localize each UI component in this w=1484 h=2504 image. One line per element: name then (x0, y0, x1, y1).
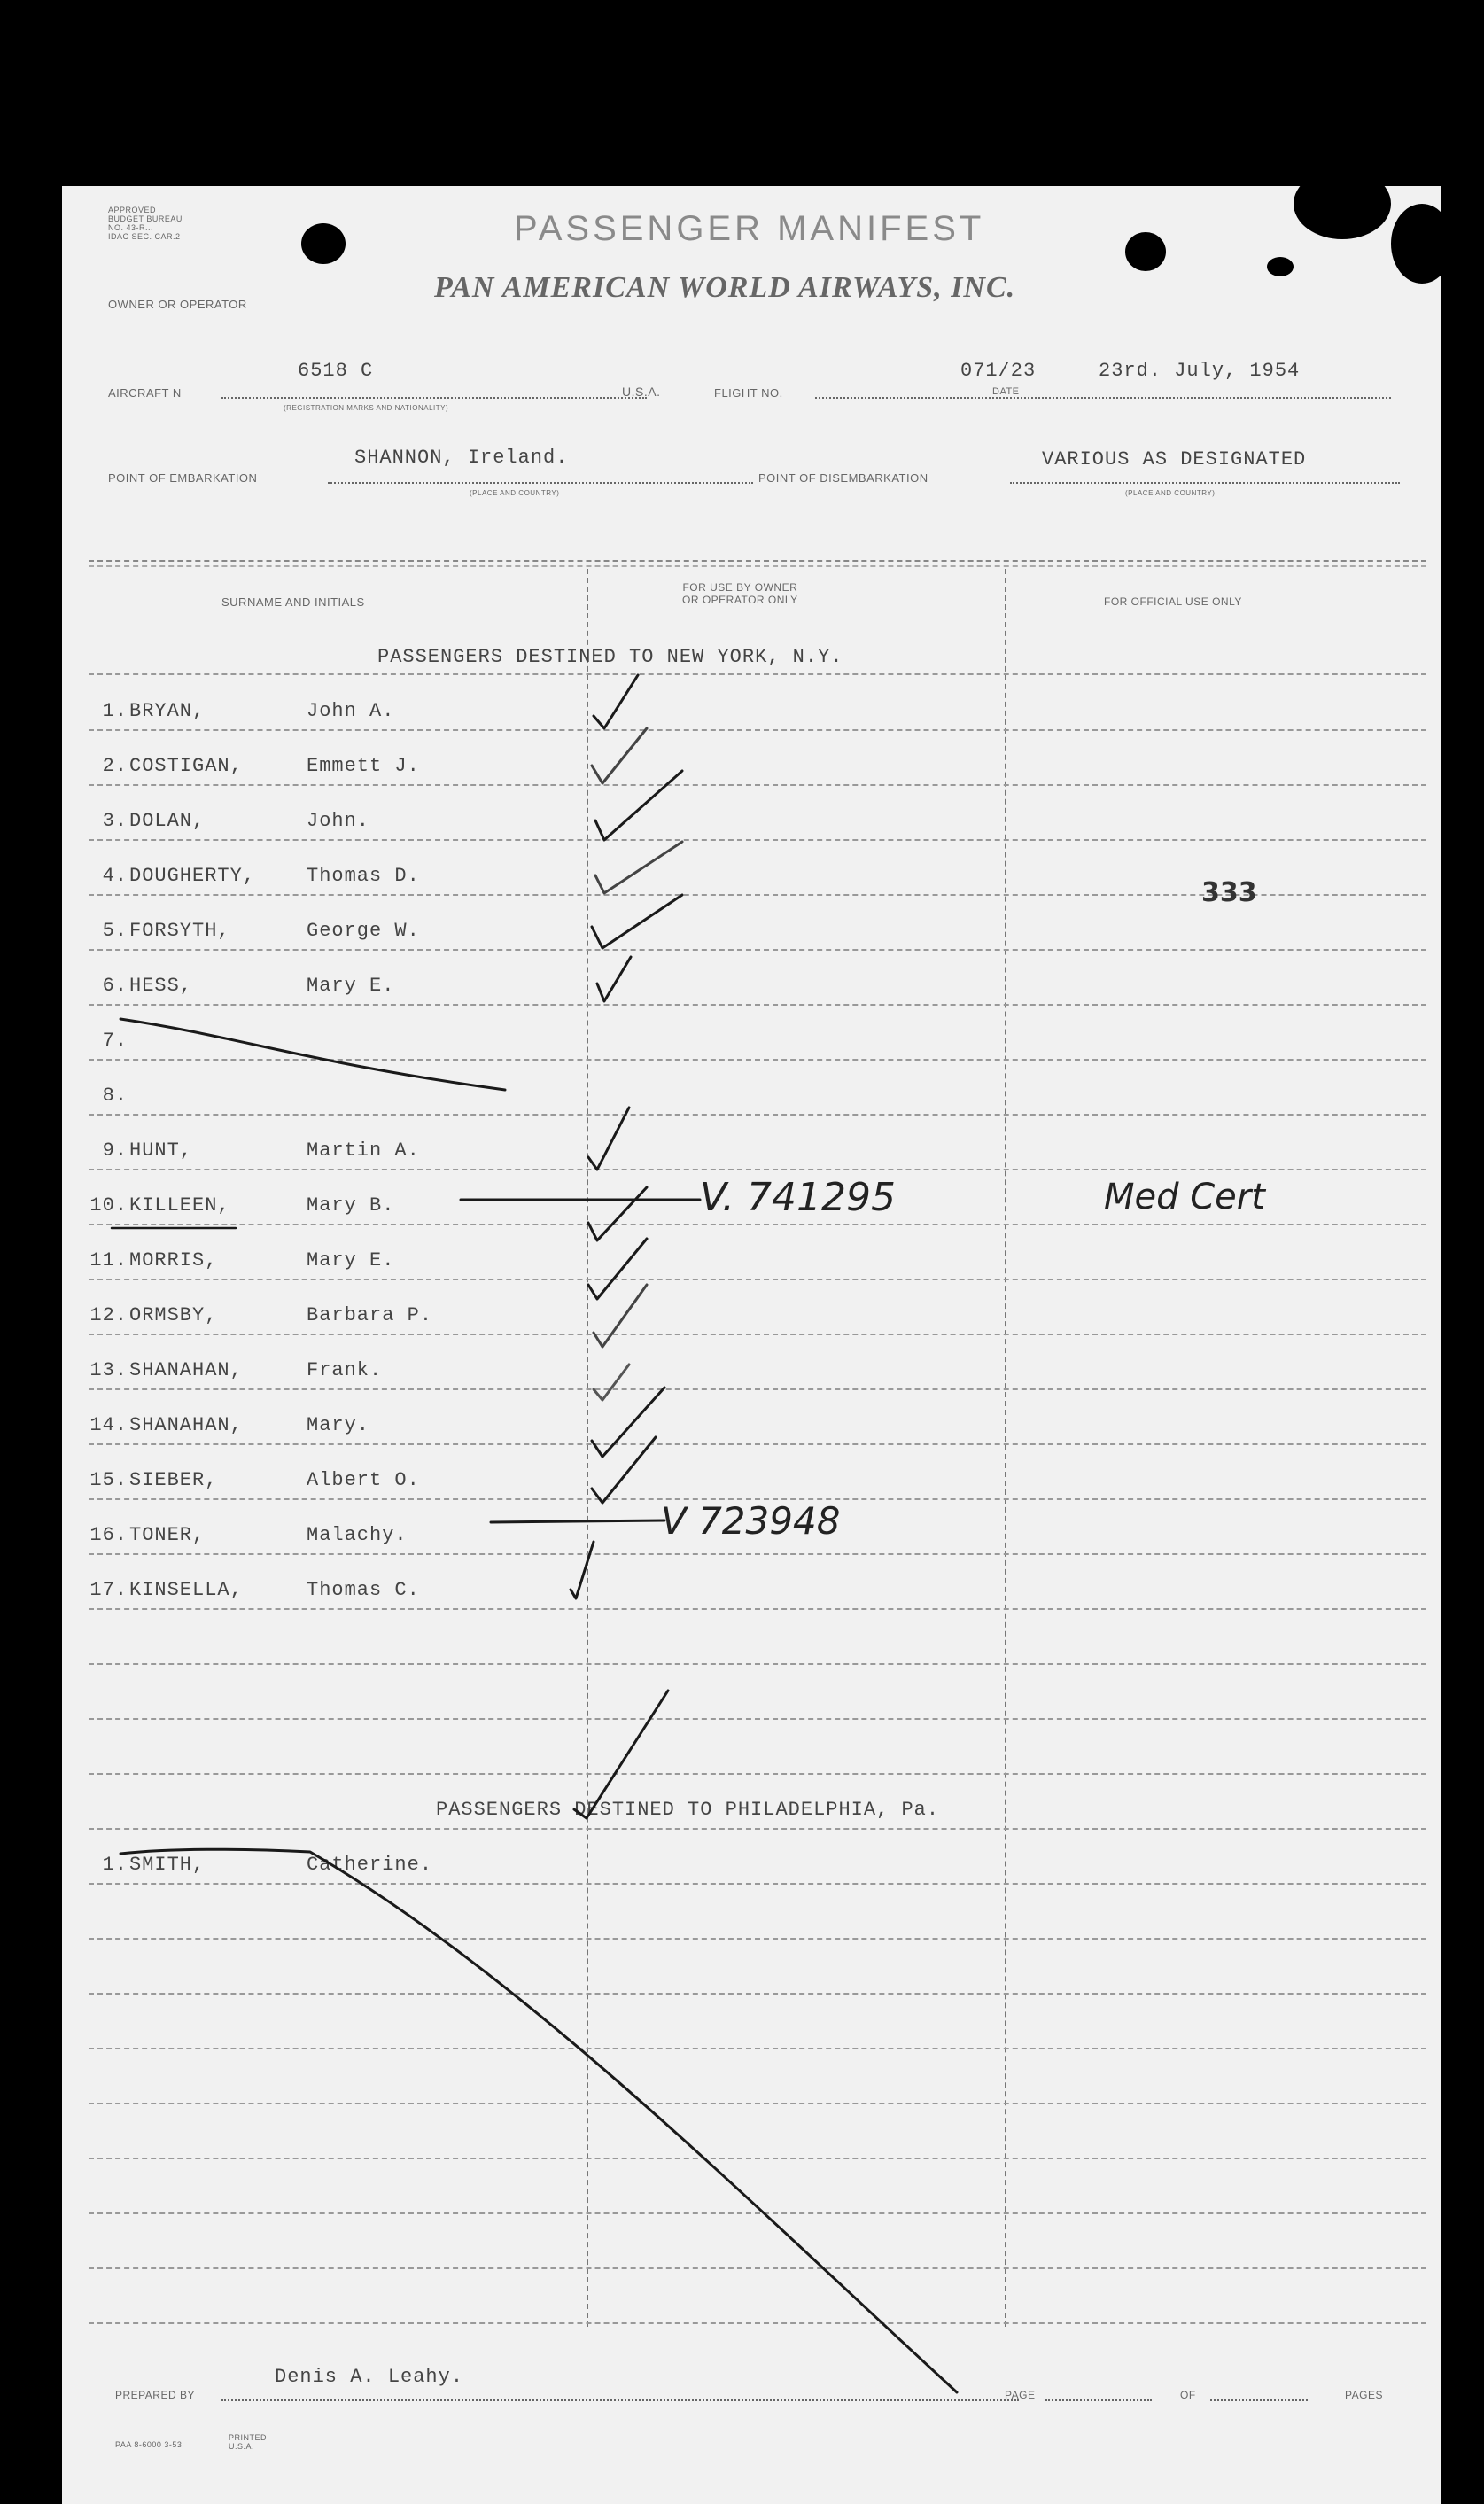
passenger-given-names: Mary. (307, 1414, 370, 1436)
passenger-surname: FORSYTH, (129, 920, 230, 942)
embarkation-caption: (PLACE AND COUNTRY) (470, 489, 560, 497)
dash-line (491, 1520, 664, 1522)
printed-mark: PRINTED U.S.A. (229, 2433, 268, 2451)
passenger-given-names: Barbara P. (307, 1304, 433, 1326)
passenger-given-names: Mary B. (307, 1194, 395, 1217)
disembarkation-caption: (PLACE AND COUNTRY) (1125, 489, 1216, 497)
visa-number-killeen: V. 741295 (700, 1175, 896, 1220)
prepared-line (221, 2399, 1019, 2401)
embarkation-label: POINT OF EMBARKATION (108, 471, 258, 485)
row-number: 1. (102, 700, 128, 722)
check-mark (571, 1542, 594, 1598)
passenger-surname: SHANAHAN, (129, 1359, 243, 1381)
passenger-given-names: Mary E. (307, 1249, 395, 1271)
check-mark (597, 957, 631, 1001)
passenger-surname: SIEBER, (129, 1469, 218, 1491)
passenger-given-names: Thomas D. (307, 865, 420, 887)
passenger-given-names: Mary E. (307, 975, 395, 997)
check-mark (594, 675, 638, 728)
passenger-given-names: Emmett J. (307, 755, 420, 777)
date-label: DATE (992, 386, 1020, 397)
flight-number: 071/23 (960, 360, 1037, 382)
column-header-surname: SURNAME AND INITIALS (221, 595, 365, 609)
section-title-pa: PASSENGERS DESTINED TO PHILADELPHIA, Pa. (436, 1799, 940, 1821)
page-title: PASSENGER MANIFEST (514, 209, 985, 248)
passenger-surname: MORRIS, (129, 1249, 218, 1271)
passenger-given-names: Frank. (307, 1359, 383, 1381)
row-number: 9. (102, 1139, 128, 1162)
company-name: PAN AMERICAN WORLD AIRWAYS, INC. (434, 271, 1016, 304)
passenger-given-names: Catherine. (307, 1854, 433, 1876)
of-label: OF (1180, 2389, 1196, 2401)
disembarkation-label: POINT OF DISEMBARKATION (758, 471, 928, 485)
check-mark (595, 771, 682, 840)
passenger-surname: COSTIGAN, (129, 755, 243, 777)
passenger-surname: DOUGHERTY, (129, 865, 256, 887)
row-number: 5. (102, 920, 128, 942)
row-number: 10. (89, 1194, 128, 1217)
prepared-label: PREPARED BY (115, 2389, 195, 2401)
row-number: 17. (89, 1579, 128, 1601)
of-line (1210, 2399, 1308, 2401)
check-mark (588, 1108, 629, 1170)
flight-label: FLIGHT NO. (714, 386, 783, 400)
row-number: 1. (102, 1854, 128, 1876)
column-header-official: FOR OFFICIAL USE ONLY (1104, 595, 1242, 608)
official-note-killeen: Med Cert (1104, 1177, 1265, 1217)
registration-caption: (REGISTRATION MARKS AND NATIONALITY) (284, 404, 449, 412)
passenger-surname: KINSELLA, (129, 1579, 243, 1601)
row-number: 6. (102, 975, 128, 997)
passenger-surname: ORMSBY, (129, 1304, 218, 1326)
row-number: 16. (89, 1524, 128, 1546)
owner-label: OWNER OR OPERATOR (108, 298, 247, 311)
check-mark (592, 728, 647, 783)
row-number: 15. (89, 1469, 128, 1491)
passenger-given-names: Thomas C. (307, 1579, 420, 1601)
passenger-surname: SMITH, (129, 1854, 206, 1876)
passenger-given-names: John. (307, 810, 370, 832)
row-number: 13. (89, 1359, 128, 1381)
row-number: 4. (102, 865, 128, 887)
row-number: 11. (89, 1249, 128, 1271)
embarkation-value: SHANNON, Ireland. (354, 447, 569, 469)
passenger-given-names: Malachy. (307, 1524, 408, 1546)
row-number: 12. (89, 1304, 128, 1326)
pages-label: PAGES (1345, 2389, 1383, 2401)
page-label: PAGE (1005, 2389, 1036, 2401)
check-mark (588, 1187, 647, 1240)
form-number: PAA 8-6000 3-53 (115, 2440, 183, 2449)
aircraft-value: 6518 C (298, 360, 374, 382)
passenger-given-names: Martin A. (307, 1139, 420, 1162)
passenger-surname: DOLAN, (129, 810, 206, 832)
row-number: 7. (102, 1030, 128, 1052)
passenger-given-names: George W. (307, 920, 420, 942)
check-mark (595, 842, 682, 893)
passenger-surname: HESS, (129, 975, 193, 997)
check-mark (594, 1365, 629, 1400)
page-line (1045, 2399, 1152, 2401)
disembarkation-value: VARIOUS AS DESIGNATED (1042, 448, 1307, 470)
check-mark (574, 1691, 668, 1818)
official-number: 333 (1201, 877, 1257, 908)
flight-date: 23rd. July, 1954 (1099, 360, 1301, 382)
row-number: 8. (102, 1085, 128, 1107)
passenger-surname: BRYAN, (129, 700, 206, 722)
passenger-surname: HUNT, (129, 1139, 193, 1162)
nationality: U.S.A. (622, 385, 661, 399)
row-number: 3. (102, 810, 128, 832)
pen-strokes (62, 186, 1441, 2504)
check-mark (592, 1437, 656, 1503)
strike-line (120, 1849, 957, 2392)
passenger-surname: KILLEEN, (129, 1194, 230, 1217)
column-header-owner: FOR USE BY OWNER OR OPERATOR ONLY (682, 581, 798, 606)
check-mark (592, 895, 682, 948)
passenger-surname: SHANAHAN, (129, 1414, 243, 1436)
row-number: 14. (89, 1414, 128, 1436)
passenger-given-names: Albert O. (307, 1469, 420, 1491)
aircraft-label: AIRCRAFT N (108, 386, 182, 400)
passenger-given-names: John A. (307, 700, 395, 722)
manifest-page (62, 186, 1441, 2504)
check-mark (588, 1239, 647, 1299)
visa-number-toner: V 723948 (661, 1499, 841, 1543)
strike-line (120, 1019, 505, 1090)
section-title-ny: PASSENGERS DESTINED TO NEW YORK, N.Y. (377, 646, 843, 668)
row-number: 2. (102, 755, 128, 777)
prepared-by: Denis A. Leahy. (275, 2366, 464, 2388)
form-approval: APPROVED BUDGET BUREAU NO. 43-R... IDAC SEC. CAR.2 (108, 206, 183, 241)
passenger-surname: TONER, (129, 1524, 206, 1546)
